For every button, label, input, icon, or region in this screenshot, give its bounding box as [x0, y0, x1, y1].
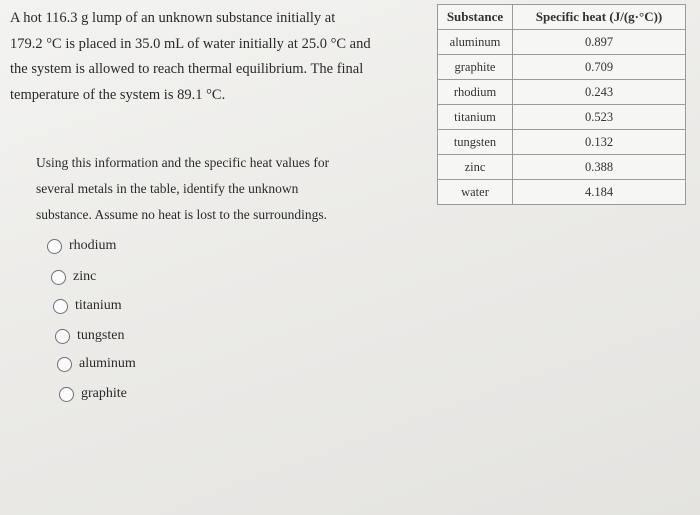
specific-heat-cell: 0.388: [513, 155, 686, 180]
substance-cell: graphite: [438, 55, 513, 80]
choice-graphite[interactable]: [59, 386, 127, 402]
problem-statement: [10, 6, 430, 108]
table-header-row: [438, 5, 686, 30]
choice-label: graphite: [81, 386, 127, 401]
radio-button[interactable]: [55, 329, 70, 344]
substance-cell: aluminum: [438, 30, 513, 55]
problem-line: A hot 116.3 g lump of an unknown substance initially at: [10, 10, 336, 26]
choice-aluminum[interactable]: [57, 356, 136, 372]
choice-label: titanium: [75, 298, 122, 313]
instruction-line: substance. Assume no heat is lost to the surroundings.: [36, 207, 327, 222]
choice-zinc[interactable]: [51, 269, 96, 285]
problem-line: 179.2 °C is placed in 35.0 mL of water initially at 25.0 °C and: [10, 35, 371, 52]
substance-cell: zinc: [438, 155, 513, 180]
radio-button[interactable]: [59, 387, 74, 402]
substance-cell: water: [438, 180, 513, 205]
table-row: [438, 30, 686, 55]
substance-cell: rhodium: [438, 80, 513, 105]
table-row: [438, 105, 686, 130]
specific-heat-cell: 4.184: [513, 180, 686, 205]
substance-cell: tungsten: [438, 130, 513, 155]
choice-rhodium[interactable]: [47, 238, 116, 254]
substance-cell: titanium: [438, 105, 513, 130]
specific-heat-cell: 0.243: [513, 80, 686, 105]
choice-label: rhodium: [69, 238, 117, 253]
radio-button[interactable]: [57, 357, 72, 372]
specific-heat-table: [437, 4, 686, 205]
choice-label: zinc: [73, 269, 97, 284]
instruction-line: several metals in the table, identify the unknown: [36, 181, 299, 196]
column-header-specific-heat: Specific heat (J/(g·°C)): [513, 5, 686, 30]
problem-line: the system is allowed to reach thermal equilibrium. The final: [10, 61, 364, 77]
radio-button[interactable]: [47, 239, 62, 254]
choice-label: aluminum: [79, 356, 136, 371]
instruction-line: Using this information and the specific heat values for: [36, 155, 330, 170]
specific-heat-cell: 0.132: [513, 130, 686, 155]
radio-button[interactable]: [53, 299, 68, 314]
column-header-substance: Substance: [438, 5, 513, 30]
question-instructions: [36, 150, 436, 228]
choice-tungsten[interactable]: [55, 328, 124, 344]
choice-label: tungsten: [77, 328, 125, 343]
table-row: [438, 80, 686, 105]
table-row: [438, 55, 686, 80]
table-row: [438, 130, 686, 155]
specific-heat-cell: 0.897: [513, 30, 686, 55]
specific-heat-cell: 0.523: [513, 105, 686, 130]
choice-titanium[interactable]: [53, 298, 122, 314]
problem-line: temperature of the system is 89.1 °C.: [10, 86, 226, 103]
radio-button[interactable]: [51, 270, 66, 285]
table-row: [438, 155, 686, 180]
table-row: [438, 180, 686, 205]
specific-heat-cell: 0.709: [513, 55, 686, 80]
